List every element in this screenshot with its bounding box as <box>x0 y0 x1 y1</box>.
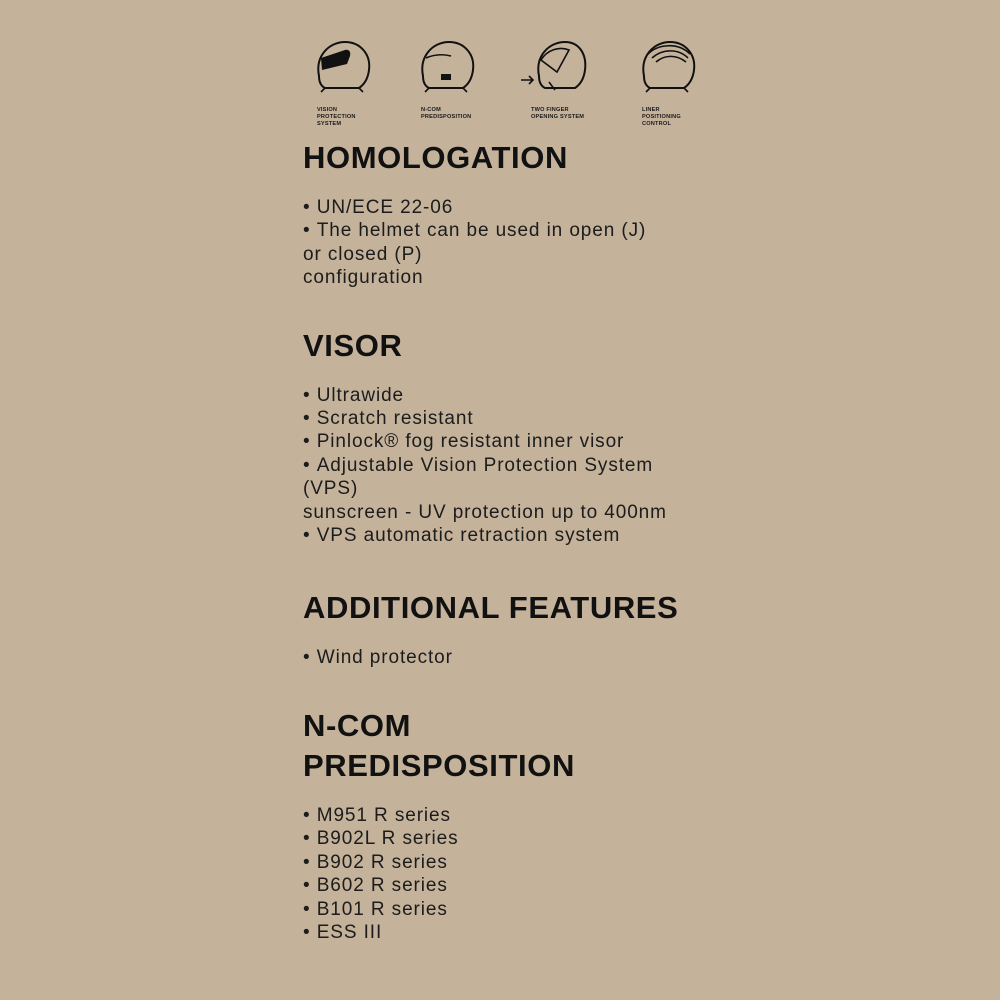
helmet-two-finger-icon <box>519 36 589 98</box>
section-title: ADDITIONAL FEATURES <box>303 590 679 626</box>
feature-ncom <box>409 36 504 136</box>
list-item: • B602 R series <box>303 874 743 897</box>
section-title-line: PREDISPOSITION <box>303 747 575 783</box>
section-title: HOMOLOGATION <box>303 140 568 175</box>
list-item-continuation: (VPS) <box>303 478 359 500</box>
section-visor <box>303 326 743 548</box>
feature-caption: N-COM PREDISPOSITION <box>421 107 472 120</box>
helmet-vision-protection-icon <box>305 36 375 98</box>
section-body <box>303 646 743 669</box>
list-item-continuation: or closed (P) <box>303 243 423 265</box>
section-body <box>303 384 743 548</box>
list-item: • VPS automatic retraction system <box>303 524 743 547</box>
list-item: • Pinlock® fog resistant inner visor <box>303 430 743 453</box>
feature-two-finger <box>519 36 614 136</box>
list-item: • M951 R series <box>303 804 743 827</box>
section-body <box>303 804 743 944</box>
section-title <box>303 706 743 786</box>
section-homologation <box>303 138 743 290</box>
section-title: VISOR <box>303 327 403 363</box>
feature-icons-row <box>305 36 725 136</box>
section-body <box>303 196 743 290</box>
spec-content <box>303 138 743 944</box>
list-item: • B902L R series <box>303 827 743 850</box>
feature-caption: TWO FINGER OPENING SYSTEM <box>531 107 585 120</box>
list-item: • B902 R series <box>303 851 743 874</box>
section-title-line: N-COM <box>303 707 412 743</box>
feature-caption: VISION PROTECTION SYSTEM <box>317 107 356 127</box>
list-item: • Ultrawide <box>303 384 743 407</box>
list-item: • Wind protector <box>303 646 743 669</box>
helmet-ncom-icon <box>409 36 479 98</box>
section-ncom-predisposition <box>303 706 743 944</box>
feature-liner <box>630 36 725 136</box>
list-item: • B101 R series <box>303 898 743 921</box>
feature-vision-protection <box>305 36 400 136</box>
helmet-liner-icon <box>630 36 700 98</box>
list-item: • Scratch resistant <box>303 407 743 430</box>
list-item: • ESS III <box>303 921 743 944</box>
list-item: • UN/ECE 22-06 <box>303 196 743 219</box>
list-item: • Adjustable Vision Protection System <box>303 454 743 477</box>
feature-caption: LINER POSITIONING CONTROL <box>642 107 681 127</box>
list-item: • The helmet can be used in open (J) <box>303 219 743 242</box>
section-additional-features <box>303 588 743 669</box>
list-item-continuation: sunscreen - UV protection up to 400nm <box>303 501 667 523</box>
list-item-continuation: configuration <box>303 267 424 289</box>
